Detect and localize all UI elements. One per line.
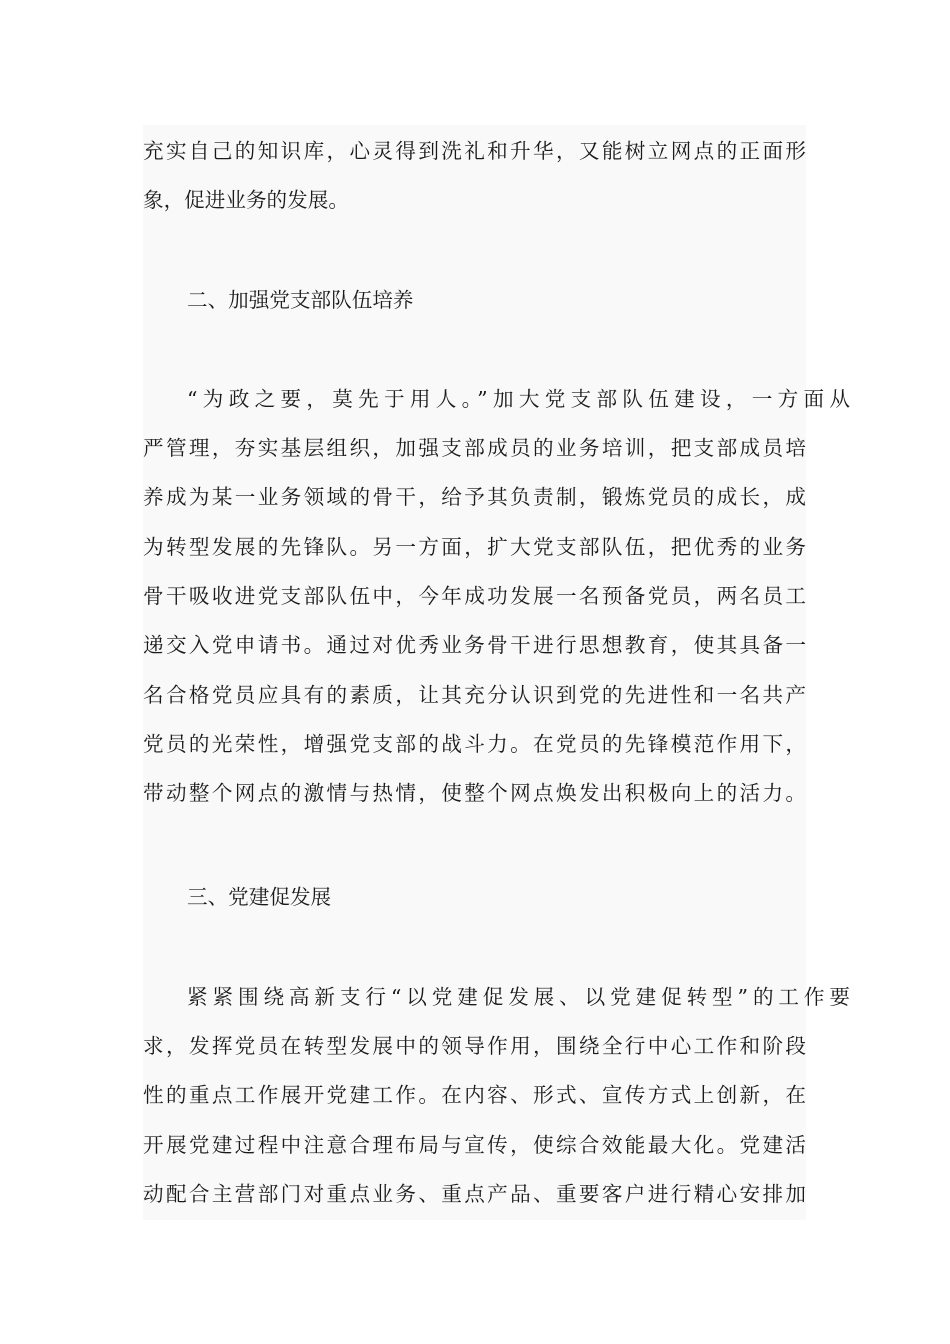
paragraph-line: “为政之要，莫先于用人。”加大党支部队伍建设，一方面从 [187,387,850,411]
paragraph-line: 严管理，夯实基层组织，加强支部成员的业务培训，把支部成员培 [143,436,806,460]
paragraph-line: 递交入党申请书。通过对优秀业务骨干进行思想教育，使其具备一 [143,633,806,657]
paragraph-line: 紧紧围绕高新支行“以党建促发展、以党建促转型”的工作要 [187,985,850,1009]
paragraph-line: 党员的光荣性，增强党支部的战斗力。在党员的先锋模范作用下， [143,732,806,756]
paragraph-line: 养成为某一业务领域的骨干，给予其负责制，锻炼党员的成长，成 [143,485,806,509]
paragraph-line: 带动整个网点的激情与热情，使整个网点焕发出积极向上的活力。 [143,781,806,805]
paragraph-line: 动配合主营部门对重点业务、重点产品、重要客户进行精心安排加 [143,1182,806,1206]
paragraph-line: 求，发挥党员在转型发展中的领导作用，围绕全行中心工作和阶段 [143,1034,806,1058]
paragraph-line: 骨干吸收进党支部队伍中，今年成功发展一名预备党员，两名员工 [143,584,806,608]
document-page [143,125,850,1220]
paragraph-line: 名合格党员应具有的素质，让其充分认识到党的先进性和一名共产 [143,683,806,707]
section-heading: 二、加强党支部队伍培养 [187,288,414,312]
paragraph-line: 充实自己的知识库，心灵得到洗礼和升华，又能树立网点的正面形 [143,139,806,163]
paragraph-line: 开展党建过程中注意合理布局与宣传，使综合效能最大化。党建活 [143,1133,806,1157]
paragraph-line: 性的重点工作展开党建工作。在内容、形式、宣传方式上创新，在 [143,1083,806,1107]
paragraph-line: 象，促进业务的发展。 [143,188,349,212]
section-heading: 三、党建促发展 [187,885,332,909]
paragraph-line: 为转型发展的先锋队。另一方面，扩大党支部队伍，把优秀的业务 [143,535,806,559]
